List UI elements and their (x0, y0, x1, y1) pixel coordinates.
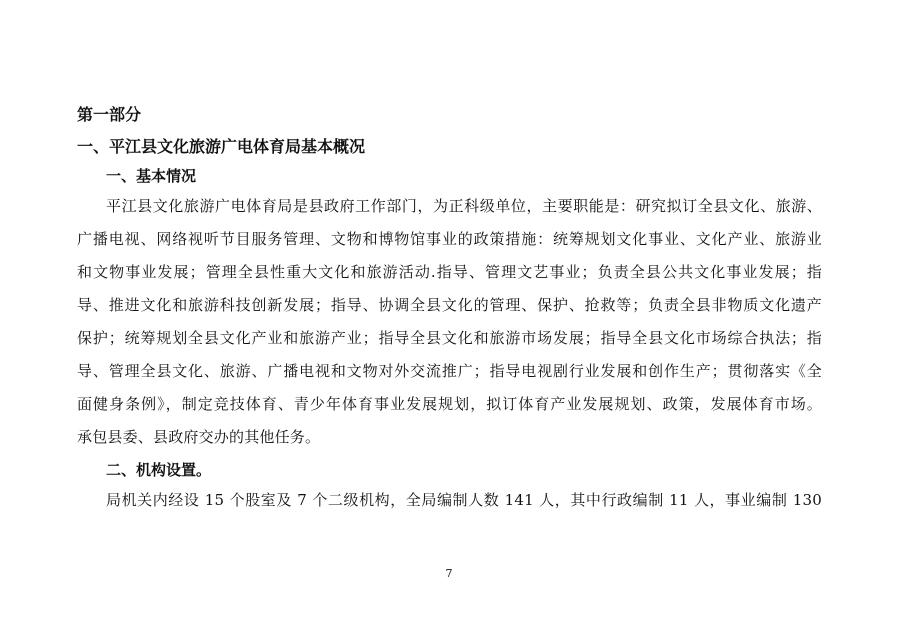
basic-info-heading: 一、基本情况 (106, 167, 197, 185)
org-setup-heading: 二、机构设置。 (106, 461, 212, 479)
paragraph-line: 承包县委、县政府交办的其他任务。 (77, 428, 321, 446)
paragraph-line: 保护；统筹规划全县文化产业和旅游产业；指导全县文化和旅游市场发展；指导全县文化市场综合执法；指 (77, 329, 822, 347)
page-number: 7 (445, 567, 453, 580)
paragraph-line: 导、推进文化和旅游科技创新发展；指导、协调全县文化的管理、保护、抢救等；负责全县非物质文化遗产 (77, 296, 822, 314)
paragraph-line: 面健身条例》，制定竞技体育、青少年体育事业发展规划，拟订体育产业发展规划、政策，发展体育市场。 (77, 395, 822, 413)
paragraph-line: 和文物事业发展；管理全县性重大文化和旅游活动.指导、管理文艺事业；负责全县公共文化事业发展；指 (77, 263, 822, 281)
paragraph-line: 局机关内经设 15 个股室及 7 个二级机构，全局编制人数 141 人，其中行政编制 11 人，事业编制 130 (106, 491, 822, 509)
paragraph-line: 导、管理全县文化、旅游、广播电视和文物对外交流推广；指导电视剧行业发展和创作生产；贯彻落实《全 (77, 362, 822, 380)
subsection-heading: 一、平江县文化旅游广电体育局基本概况 (77, 137, 366, 156)
paragraph-line: 广播电视、网络视听节目服务管理、文物和博物馆事业的政策措施：统筹规划文化事业、文化产业、旅游业 (77, 230, 822, 248)
paragraph-line: 平江县文化旅游广电体育局是县政府工作部门，为正科级单位，主要职能是：研究拟订全县文化、旅游、 (106, 197, 822, 215)
section-heading: 第一部分 (77, 105, 142, 124)
